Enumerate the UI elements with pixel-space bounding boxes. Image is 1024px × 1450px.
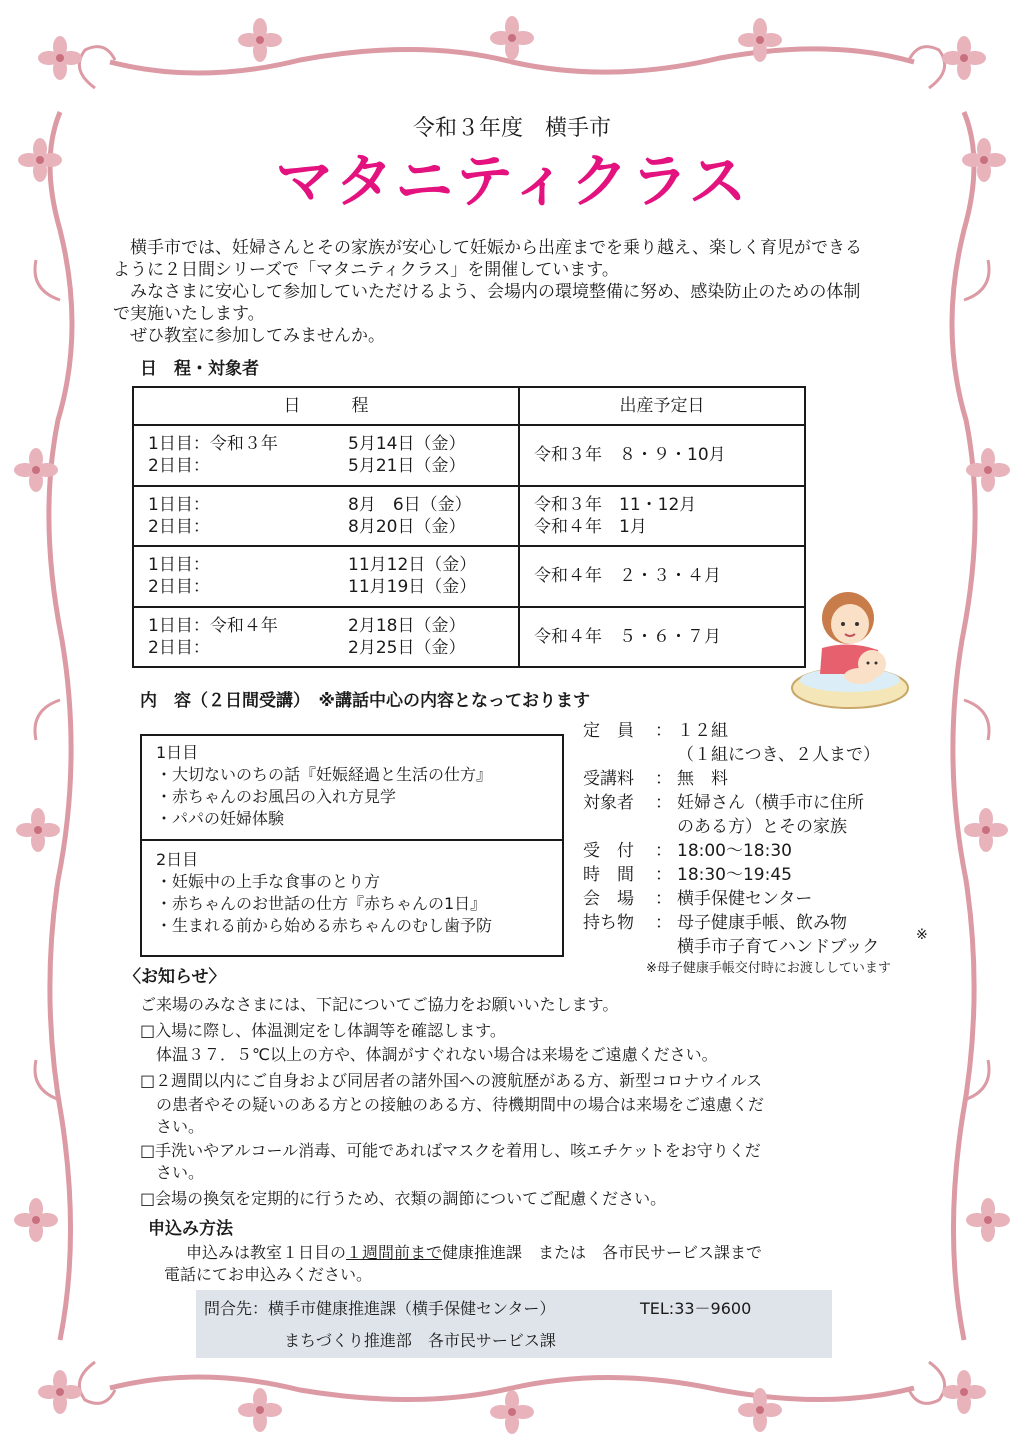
info-value: １２組: [677, 721, 728, 741]
schedule-heading: 日 程・対象者: [140, 359, 259, 379]
info-list: [583, 719, 880, 959]
info-key: 受講料: [583, 769, 634, 789]
info-key: 定 員: [583, 721, 634, 741]
info-colon: ：: [655, 889, 672, 909]
due-date: 令和３年 ８・９・10月: [534, 445, 726, 466]
info-key: 対象者: [583, 793, 634, 813]
info-key: 会 場: [583, 889, 634, 909]
day2-date: 5月21日（金）: [348, 456, 466, 477]
day2-label: 2日目：: [148, 637, 210, 658]
intro-line: ぜひ教室に参加してみませんか。: [113, 326, 385, 346]
apply-text: 申込みは教室１日目の: [186, 1243, 347, 1262]
contact-box: [196, 1290, 832, 1358]
day1-content-box: [140, 734, 564, 841]
apply-line: [186, 1242, 762, 1264]
col-header-schedule: 日 程: [133, 387, 519, 425]
notice-line: □入場に際し、体温測定をし体調等を確認します。: [140, 1021, 506, 1040]
table-row: [133, 546, 805, 607]
day1-label: 1日目：令和４年: [148, 615, 278, 636]
list-item: ・赤ちゃんのお世話の仕方『赤ちゃんの1日』: [156, 894, 487, 913]
info-value: 横手保健センター: [677, 889, 813, 909]
intro-line: で実施いたします。: [113, 304, 265, 324]
intro-line: 横手市では、妊婦さんとその家族が安心して妊娠から出産までを乗り越え、楽しく育児ができる: [113, 238, 863, 258]
list-item: ・パパの妊婦体験: [156, 809, 285, 828]
day2-label: 2日目：: [148, 456, 210, 477]
day1-date: 11月12日（金）: [348, 555, 477, 576]
info-colon: ：: [655, 721, 672, 741]
table-row: [133, 607, 805, 668]
due-date: 令和３年 11・12月: [534, 494, 697, 515]
info-key: 持ち物: [583, 913, 634, 933]
day2-date: 11月19日（金）: [348, 577, 477, 598]
table-row: [133, 425, 805, 486]
table-row: [133, 486, 805, 547]
content-heading: 内 容（２日間受講） ※講話中心の内容となっております: [140, 691, 591, 711]
intro-line: ように２日間シリーズで「マタニティクラス」を開催しています。: [113, 260, 619, 280]
col-header-due-date: 出産予定日: [519, 387, 805, 425]
day1-date: 5月14日（金）: [348, 434, 466, 455]
day1-date: 8月 6日（金）: [348, 494, 472, 515]
day2-title: 2日目: [156, 850, 199, 869]
apply-line: 電話にてお申込みください。: [164, 1265, 373, 1284]
info-key: 受 付: [583, 841, 634, 861]
notice-line: の患者やその疑いのある方との接触のある方、待機期間中の場合は来場をご遠慮くだ: [140, 1095, 765, 1114]
info-colon: ：: [655, 793, 672, 813]
contact-line: まちづくり推進部 各市民サービス課: [284, 1331, 556, 1350]
apply-heading: 申込み方法: [148, 1219, 233, 1239]
schedule-table: [132, 386, 806, 668]
day2-date: 8月20日（金）: [348, 516, 466, 537]
subtitle: 令和３年度 横手市: [412, 116, 611, 141]
notice-line: □会場の換気を定期的に行うため、衣類の調節についてご配慮ください。: [140, 1189, 667, 1208]
due-date: 令和４年 1月: [534, 516, 647, 537]
day1-label: 1日目：: [148, 494, 210, 515]
list-item: ・生まれる前から始める赤ちゃんのむし歯予防: [156, 916, 493, 935]
info-colon: ：: [655, 769, 672, 789]
page-title: マタニティクラス: [275, 147, 749, 215]
footnote: ※母子健康手帳交付時にお渡ししています: [646, 961, 891, 976]
day2-label: 2日目：: [148, 577, 210, 598]
notice-line: さい。: [140, 1163, 205, 1182]
info-value: （１組につき、２人まで）: [677, 745, 880, 765]
notice-heading: 〈お知らせ〉: [124, 967, 226, 987]
list-item: ・赤ちゃんのお風呂の入れ方見学: [156, 787, 397, 806]
info-value: 妊婦さん（横手市に住所: [677, 793, 864, 813]
contact-line: 問合先：横手市健康推進課（横手保健センター）: [204, 1299, 556, 1318]
footnote-mark: ※: [916, 927, 928, 943]
info-value: 無 料: [677, 769, 728, 789]
due-date: 令和４年 ５・６・７月: [534, 626, 721, 647]
info-value: 18:00～18:30: [677, 841, 792, 861]
mother-bathing-baby-illustration: [790, 588, 920, 718]
day1-title: 1日目: [156, 743, 199, 762]
contact-tel: TEL:33－9600: [640, 1299, 752, 1318]
info-value: 母子健康手帳、飲み物: [677, 913, 847, 933]
notice-line: 体温３７．５℃以上の方や、体調がすぐれない場合は来場をご遠慮ください。: [140, 1045, 718, 1064]
due-date: 令和４年 ２・３・４月: [534, 566, 721, 587]
list-item: ・妊娠中の上手な食事のとり方: [156, 872, 381, 891]
notice-line: ご来場のみなさまには、下記についてご協力をお願いいたします。: [140, 995, 619, 1014]
notice-line: □２週間以内にご自身および同居者の諸外国への渡航歴がある方、新型コロナウイルス: [140, 1071, 763, 1090]
day2-label: 2日目：: [148, 516, 210, 537]
day2-content-box: [140, 839, 564, 957]
notice-line: さい。: [140, 1117, 205, 1136]
info-value: のある方）とその家族: [677, 817, 847, 837]
apply-deadline: １週間前まで: [346, 1243, 443, 1262]
info-value: 18:30～19:45: [677, 865, 792, 885]
info-key: 時 間: [583, 865, 634, 885]
day1-date: 2月18日（金）: [348, 615, 466, 636]
info-value: 横手市子育てハンドブック: [677, 937, 880, 957]
apply-text: 健康推進課 または 各市民サービス課まで: [442, 1243, 763, 1262]
notice-line: □手洗いやアルコール消毒、可能であればマスクを着用し、咳エチケットをお守りくだ: [140, 1141, 761, 1160]
day1-label: 1日目：令和３年: [148, 434, 278, 455]
list-item: ・大切ないのちの話『妊娠経過と生活の仕方』: [156, 765, 493, 784]
day2-date: 2月25日（金）: [348, 637, 466, 658]
info-colon: ：: [655, 841, 672, 861]
day1-label: 1日目：: [148, 555, 210, 576]
info-colon: ：: [655, 913, 672, 933]
info-colon: ：: [655, 865, 672, 885]
intro-line: みなさまに安心して参加していただけるよう、会場内の環境整備に努め、感染防止のための体制: [113, 282, 861, 302]
